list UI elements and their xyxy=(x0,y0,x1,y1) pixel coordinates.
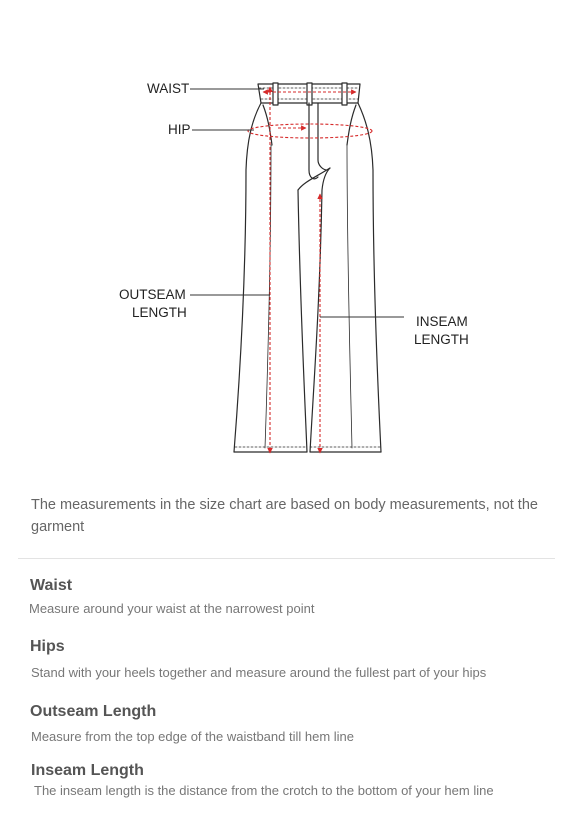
guide-title-waist: Waist xyxy=(30,577,73,594)
section-divider xyxy=(18,558,555,559)
outseam-label-line1: OUTSEAM xyxy=(119,287,186,302)
inseam-label-line2: LENGTH xyxy=(414,332,469,347)
guide-desc-inseam: The inseam length is the distance from the crotch to the bottom of your hem line xyxy=(34,783,494,798)
guide-title-outseam: Outseam Length xyxy=(30,703,157,720)
guide-desc-hips: Stand with your heels together and measure around the fullest part of your hips xyxy=(31,665,487,680)
guide-title-inseam: Inseam Length xyxy=(31,762,144,779)
hip-label: HIP xyxy=(168,122,191,137)
leader-lines xyxy=(190,89,404,317)
inseam-label-line1: INSEAM xyxy=(416,314,468,329)
measurement-note: The measurements in the size chart are based on body measurements, not the garment xyxy=(31,497,538,535)
outseam-label-line2: LENGTH xyxy=(132,305,187,320)
waist-label: WAIST xyxy=(147,81,190,96)
guide-desc-waist: Measure around your waist at the narrowest point xyxy=(29,601,315,616)
guide-desc-outseam: Measure from the top edge of the waistband till hem line xyxy=(31,729,355,744)
hip-measure-ellipse xyxy=(248,124,372,138)
guide-title-hips: Hips xyxy=(30,638,65,655)
